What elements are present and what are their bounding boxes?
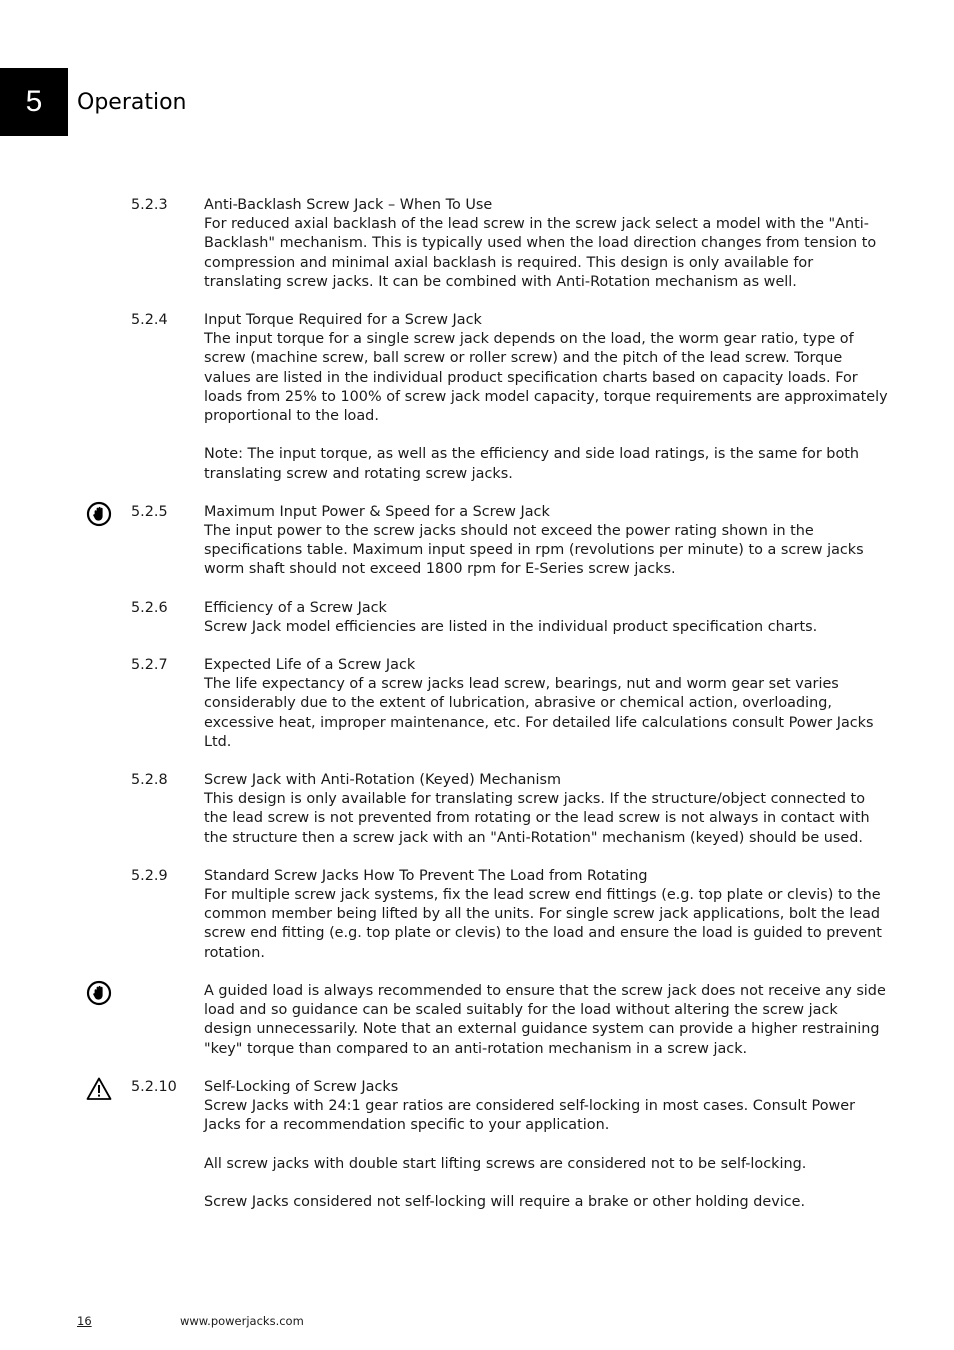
section-5-2-7 <box>0 656 954 752</box>
footer-page-number: 16 <box>77 1314 92 1328</box>
section-text <box>204 656 888 752</box>
section-paragraph: Screw Jacks with 24:1 gear ratios are considered self-locking in most cases. Consult Power Jacks for a recommendation specific to your application. <box>204 1097 856 1134</box>
section-text <box>204 196 888 292</box>
section-5-2-6 <box>0 599 954 637</box>
section-text <box>204 503 888 580</box>
section-text <box>204 982 888 1059</box>
warning-triangle-icon <box>86 1076 112 1102</box>
hand-stop-icon <box>86 501 112 527</box>
section-title: Standard Screw Jacks How To Prevent The Load from Rotating <box>204 867 648 884</box>
chapter-number-badge: 5 <box>0 68 68 136</box>
hand-stop-icon <box>86 980 112 1006</box>
section-number: 5.2.6 <box>131 599 168 616</box>
section-text <box>204 311 888 484</box>
section-paragraph: Note: The input torque, as well as the efficiency and side load ratings, is the same for both translating screw and rotating screw jacks. <box>204 446 860 482</box>
section-number: 5.2.10 <box>131 1078 177 1095</box>
section-paragraph: For multiple screw jack systems, fix the lead screw end fittings (e.g. top plate or clevis) to the common member being lifted by all the units. For single screw jack applications, bolt the lead screw end fitting (e.g. top plate or clevis) to the load and ensure the load is guided to prevent rotation. <box>204 887 882 961</box>
section-title: Expected Life of a Screw Jack <box>204 657 416 674</box>
section-note-7 <box>0 982 954 1059</box>
section-text <box>204 771 888 848</box>
chapter-title: Operation <box>77 90 187 115</box>
section-paragraph: All screw jacks with double start lifting screws are considered not to be self-locking. <box>204 1155 807 1172</box>
section-number: 5.2.4 <box>131 312 168 329</box>
section-number: 5.2.9 <box>131 867 168 884</box>
section-title: Input Torque Required for a Screw Jack <box>204 312 482 329</box>
section-title: Screw Jack with Anti-Rotation (Keyed) Mechanism <box>204 772 562 789</box>
document-body <box>0 196 954 1231</box>
section-text <box>204 867 888 963</box>
section-5-2-10 <box>0 1078 954 1212</box>
section-paragraph: The input torque for a single screw jack depends on the load, the worm gear ratio, type of screw (machine screw, ball screw or roller screw) and the pitch of the lead screw. Torque values are listed in the individual product specification charts based on capacity loads. For loads from 25% to 100% of screw jack model capacity, torque requirements are approximately proportional to the load. <box>204 331 888 425</box>
section-paragraph: This design is only available for translating screw jacks. If the structure/object connected to the lead screw is not prevented from rotating or the lead screw is not always in contact with the structure then a screw jack with an "Anti-Rotation" mechanism (keyed) should be used. <box>204 791 870 846</box>
section-title: Self-Locking of Screw Jacks <box>204 1078 399 1095</box>
section-paragraph: The input power to the screw jacks should not exceed the power rating shown in the specifications table. Maximum input speed in rpm (revolutions per minute) to a screw jacks worm shaft should not exceed 1800 rpm for E-Series screw jacks. <box>204 523 864 578</box>
section-5-2-3 <box>0 196 954 292</box>
section-title: Anti-Backlash Screw Jack – When To Use <box>204 197 493 213</box>
section-5-2-4 <box>0 311 954 484</box>
section-number: 5.2.3 <box>131 197 168 213</box>
section-paragraph: The life expectancy of a screw jacks lead screw, bearings, nut and worm gear set varies considerably due to the extent of lubrication, abrasive or chemical action, overloading, excessive heat, improper maintenance, etc. For detailed life calculations consult Power Jacks Ltd. <box>204 676 874 750</box>
section-5-2-8 <box>0 771 954 848</box>
footer-url[interactable]: www.powerjacks.com <box>180 1314 304 1328</box>
section-paragraph: Screw Jacks considered not self-locking will require a brake or other holding device. <box>204 1193 806 1210</box>
section-title: Maximum Input Power & Speed for a Screw Jack <box>204 503 550 520</box>
section-5-2-9 <box>0 867 954 963</box>
section-number: 5.2.7 <box>131 657 168 674</box>
section-number: 5.2.5 <box>131 503 168 520</box>
section-paragraph: A guided load is always recommended to ensure that the screw jack does not receive any side load and so guidance can be scaled suitably for the load without altering the screw jack design unnecessarily. Note that an external guidance system can provide a higher restraining "key" torque than compared to an anti-rotation mechanism in a screw jack. <box>204 982 886 1057</box>
section-text <box>204 599 888 637</box>
section-number: 5.2.8 <box>131 772 168 789</box>
section-title: Efficiency of a Screw Jack <box>204 599 387 616</box>
section-paragraph: For reduced axial backlash of the lead screw in the screw jack select a model with the "Anti-Backlash" mechanism. This is typically used when the load direction changes from tension to compression and minimal axial backlash is required. This design is only available for translating screw jacks. It can be combined with Anti-Rotation mechanism as well. <box>204 216 877 290</box>
section-5-2-5 <box>0 503 954 580</box>
section-text <box>204 1078 888 1212</box>
section-paragraph: Screw Jack model efficiencies are listed in the individual product specification charts. <box>204 618 818 635</box>
